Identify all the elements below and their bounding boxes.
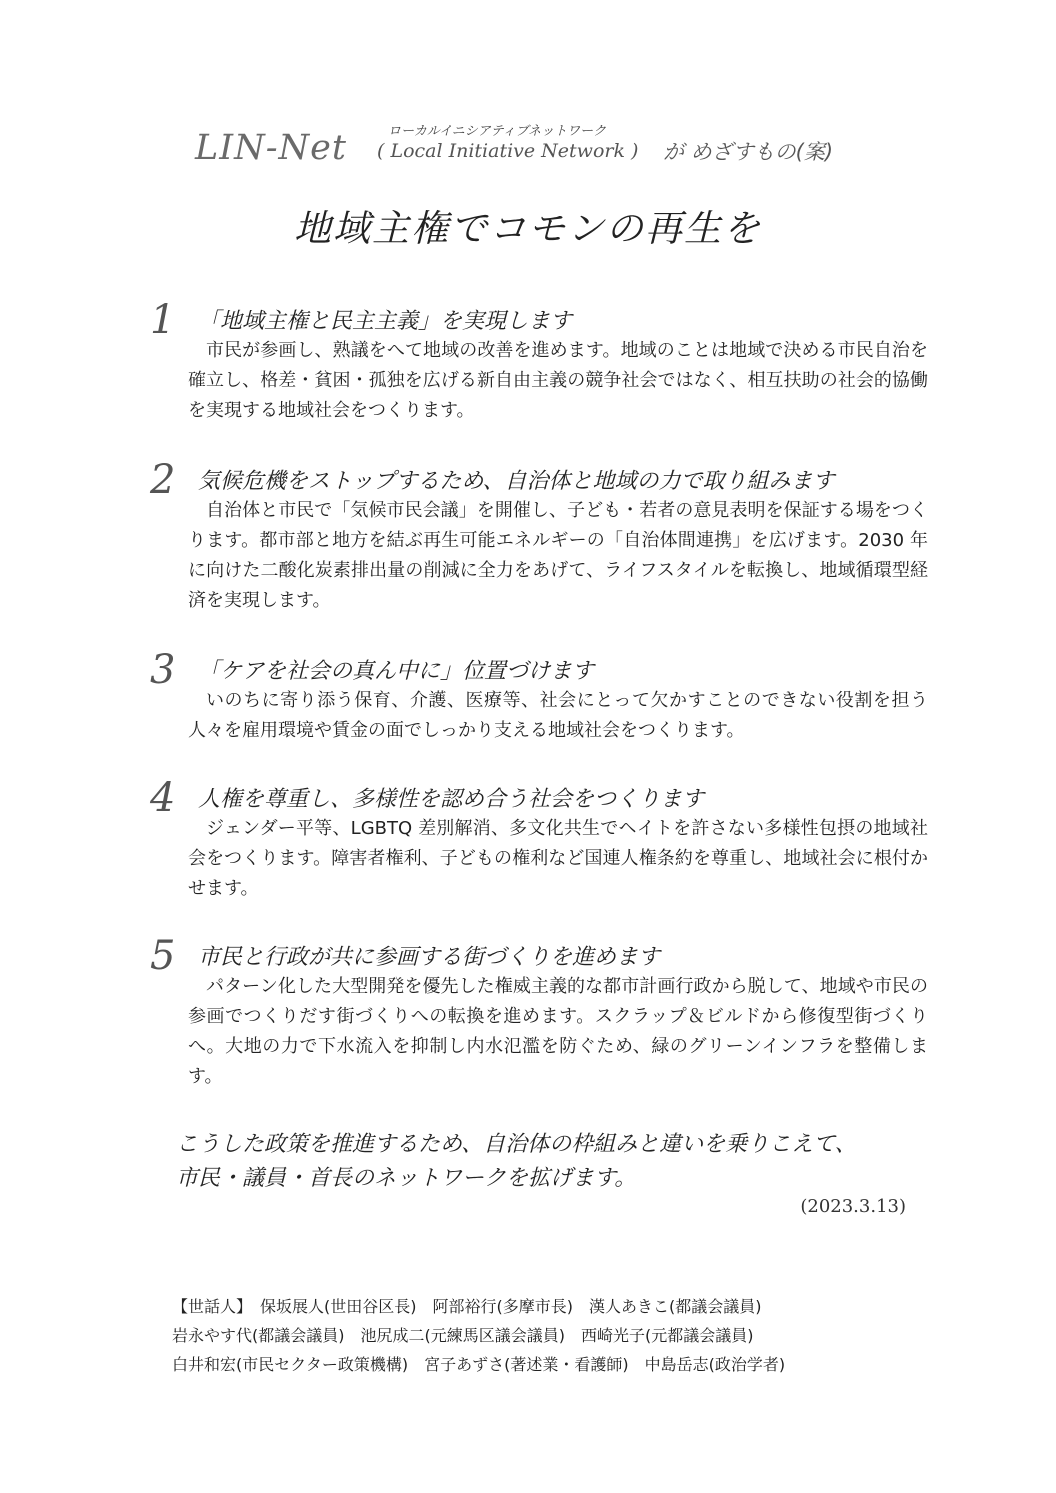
sponsors-line-1: 【世話人】 保坂展人(世田谷区長) 阿部裕行(多摩市長) 漢人あきこ(都議会議員): [172, 1297, 762, 1316]
section-heading: 市民と行政が共に参画する街づくりを進めます: [198, 945, 661, 970]
section-number: 5: [150, 933, 176, 979]
brand-kana-reading: ローカルイニシアティブネットワーク: [388, 124, 607, 139]
closing-line-2: 市民・議員・首長のネットワークを拡げます。: [176, 1166, 637, 1191]
closing-statement: [176, 1128, 936, 1196]
section-number: 1: [150, 297, 176, 343]
section-heading: 「地域主権と民主主義」を実現します: [198, 309, 573, 334]
header-brand-row: [195, 118, 915, 174]
section-body: ジェンダー平等、LGBTQ 差別解消、多文化共生でヘイトを許さない多様性包摂の地域社会をつくります。障害者権利、子どもの権利など国連人権条約を尊重し、地域社会に根付かせます。: [188, 818, 928, 899]
sponsors-line-2: 岩永やす代(都議会議員) 池尻成二(元練馬区議会議員) 西崎光子(元都議会議員): [172, 1326, 754, 1345]
section-body: 市民が参画し、熟議をへて地域の改善を進めます。地域のことは地域で決める市民自治を確立し、格差・貧困・孤独を広げる新自由主義の競争社会ではなく、相互扶助の社会的協働を実現する地域社会をつくります。: [188, 340, 928, 421]
sponsors-list: [172, 1292, 932, 1379]
section-number: 3: [150, 647, 176, 693]
section-body: 自治体と市民で「気候市民会議」を開催し、子ども・若者の意見表明を保証する場をつくります。都市部と地方を結ぶ再生可能エネルギーの「自治体間連携」を広げます。2030 年に向けた二酸化炭素排出量の削減に全力をあげて、ライフスタイルを転換し、地域循環型経済を実現します。: [188, 500, 928, 611]
brand-english-name: ( Local Initiative Network ): [377, 140, 639, 162]
section-heading: 気候危機をストップするため、自治体と地域の力で取り組みます: [198, 469, 835, 494]
brand-name: LIN-Net: [195, 128, 347, 168]
section-number: 2: [150, 457, 176, 503]
sponsors-line-3: 白井和宏(市民セクター政策機構) 宮子あずさ(著述業・看護師) 中島岳志(政治学者): [172, 1355, 786, 1374]
closing-line-1: こうした政策を推進するため、自治体の枠組みと違いを乗りこえて、: [176, 1132, 857, 1157]
page-title: 地域主権でコモンの再生を: [294, 207, 762, 250]
section-body: いのちに寄り添う保育、介護、医療等、社会にとって欠かすことのできない役割を担う人々を雇用環境や賃金の面でしっかり支える地域社会をつくります。: [188, 690, 928, 741]
brand-subtitle: が めざすもの(案): [663, 140, 834, 164]
section-body: パターン化した大型開発を優先した権威主義的な都市計画行政から脱して、地域や市民の参画でつくりだす街づくりへの転換を進めます。スクラップ＆ビルドから修復型街づくりへ。大地の力で下水流入を抑制し内水氾濫を防ぐため、緑のグリーンインフラを整備します。: [188, 976, 928, 1087]
section-heading: 人権を尊重し、多様性を認め合う社会をつくります: [198, 787, 705, 812]
document-date: (2023.3.13): [800, 1196, 906, 1217]
section-number: 4: [150, 775, 176, 821]
section-heading: 「ケアを社会の真ん中に」位置づけます: [198, 659, 595, 684]
